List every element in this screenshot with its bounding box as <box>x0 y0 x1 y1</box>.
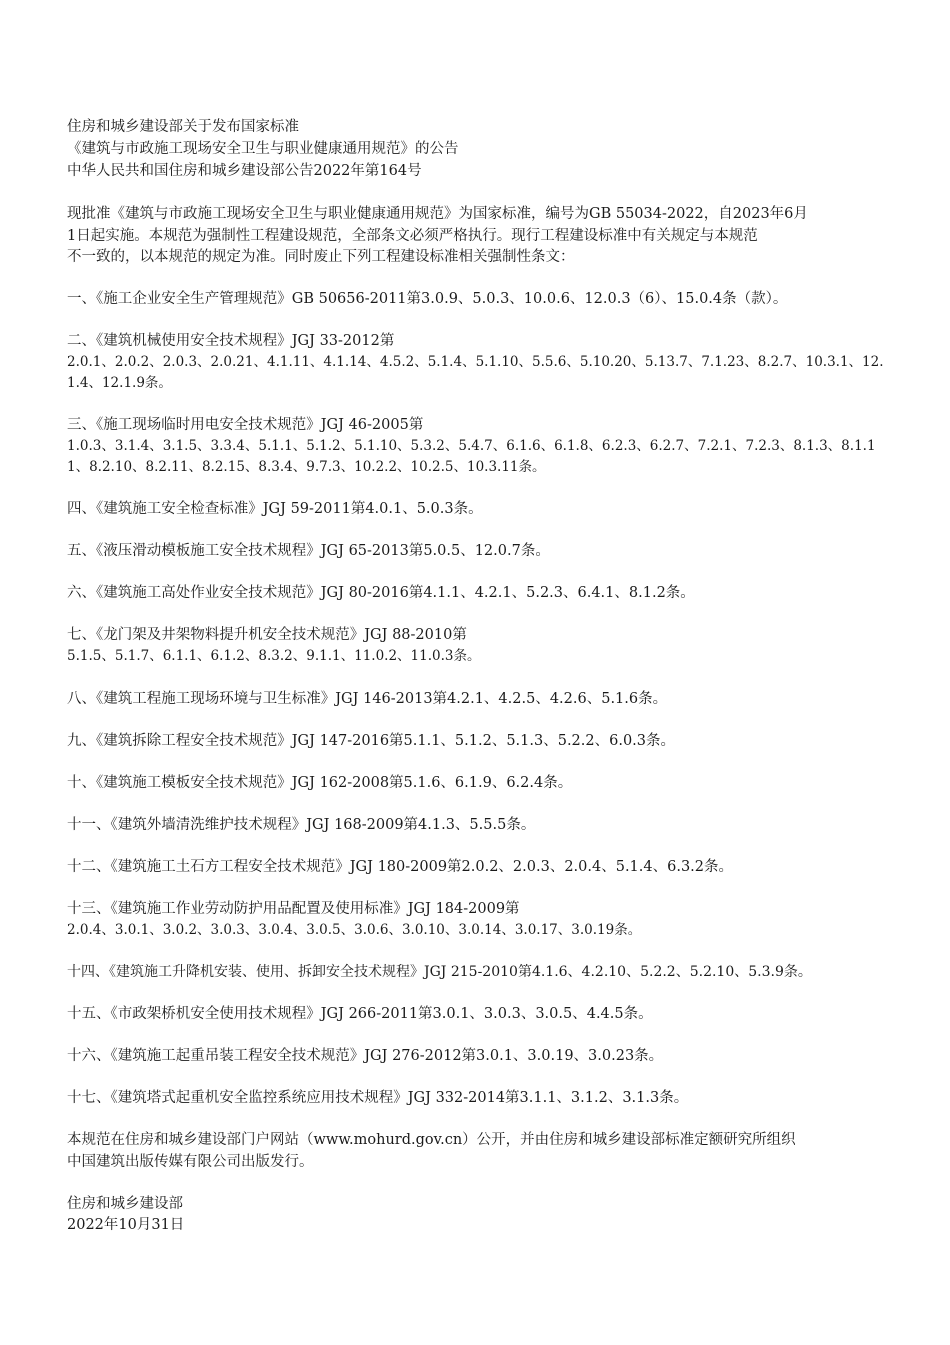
repealed-item-5: 五、《液压滑动模板施工安全技术规程》JGJ 65-2013第5.0.5、12.0.7条。 <box>67 543 550 559</box>
repealed-item-9: 九、《建筑拆除工程安全技术规范》JGJ 147-2016第5.1.1、5.1.2、5.1.3、5.2.2、6.0.3条。 <box>67 733 676 749</box>
repealed-item-4: 四、《建筑施工安全检查标准》JGJ 59-2011第4.0.1、5.0.3条。 <box>67 501 483 517</box>
repealed-item-13-head: 十三、《建筑施工作业劳动防护用品配置及使用标准》JGJ 184-2009第 <box>67 901 520 917</box>
repealed-item-16: 十六、《建筑施工起重吊装工程安全技术规范》JGJ 276-2012第3.0.1、3.0.19、3.0.23条。 <box>67 1048 664 1064</box>
repealed-item-6: 六、《建筑施工高处作业安全技术规范》JGJ 80-2016第4.1.1、4.2.1、5.2.3、6.4.1、8.1.2条。 <box>67 585 695 601</box>
repealed-item-17: 十七、《建筑塔式起重机安全监控系统应用技术规程》JGJ 332-2014第3.1.1、3.1.2、3.1.3条。 <box>67 1090 689 1106</box>
repealed-item-2-clauses-2: 1.4、12.1.9条。 <box>67 375 172 391</box>
repealed-item-8: 八、《建筑工程施工现场环境与卫生标准》JGJ 146-2013第4.2.1、4.2.5、4.2.6、5.1.6条。 <box>67 691 668 707</box>
repealed-item-2-clauses-1: 2.0.1、2.0.2、2.0.3、2.0.21、4.1.11、4.1.14、4.5.2、5.1.4、5.1.10、5.5.6、5.10.20、5.13.7、7.1.23、8.2.7、10.3.1、12. <box>67 354 884 370</box>
signature-date: 2022年10月31日 <box>67 1217 185 1233</box>
intro-line-3: 不一致的，以本规范的规定为准。同时废止下列工程建设标准相关强制性条文： <box>67 249 575 265</box>
announcement-number: 中华人民共和国住房和城乡建设部公告2022年第164号 <box>67 163 422 179</box>
repealed-item-7-head: 七、《龙门架及井架物料提升机安全技术规范》JGJ 88-2010第 <box>67 627 467 643</box>
repealed-item-11: 十一、《建筑外墙清洗维护技术规程》JGJ 168-2009第4.1.3、5.5.5条。 <box>67 817 536 833</box>
repealed-item-1: 一、《施工企业安全生产管理规范》GB 50656-2011第3.0.9、5.0.3、10.0.6、12.0.3（6）、15.0.4条（款）。 <box>67 291 788 307</box>
repealed-item-12: 十二、《建筑施工土石方工程安全技术规范》JGJ 180-2009第2.0.2、2.0.3、2.0.4、5.1.4、6.3.2条。 <box>67 859 734 875</box>
intro-line-1: 现批准《建筑与市政施工现场安全卫生与职业健康通用规范》为国家标准，编号为GB 55034-2022，自2023年6月 <box>67 206 808 222</box>
title-line-1: 住房和城乡建设部关于发布国家标准 <box>67 119 299 135</box>
repealed-item-15: 十五、《市政架桥机安全使用技术规程》JGJ 266-2011第3.0.1、3.0.3、3.0.5、4.4.5条。 <box>67 1006 653 1022</box>
repealed-item-13-clauses: 2.0.4、3.0.1、3.0.2、3.0.3、3.0.4、3.0.5、3.0.6、3.0.10、3.0.14、3.0.17、3.0.19条。 <box>67 922 642 938</box>
repealed-item-2-head: 二、《建筑机械使用安全技术规程》JGJ 33-2012第 <box>67 333 395 349</box>
publish-line-2: 中国建筑出版传媒有限公司出版发行。 <box>67 1154 314 1170</box>
repealed-item-14: 十四、《建筑施工升降机安装、使用、拆卸安全技术规程》JGJ 215-2010第4.1.6、4.2.10、5.2.2、5.2.10、5.3.9条。 <box>67 964 812 980</box>
repealed-item-7-clauses: 5.1.5、5.1.7、6.1.1、6.1.2、8.3.2、9.1.1、11.0.2、11.0.3条。 <box>67 648 481 664</box>
intro-line-2: 1日起实施。本规范为强制性工程建设规范，全部条文必须严格执行。现行工程建设标准中有关规定与本规范 <box>67 228 758 244</box>
repealed-item-3-head: 三、《施工现场临时用电安全技术规范》JGJ 46-2005第 <box>67 417 424 433</box>
repealed-item-3-clauses-1: 1.0.3、3.1.4、3.1.5、3.3.4、5.1.1、5.1.2、5.1.10、5.3.2、5.4.7、6.1.6、6.1.8、6.2.3、6.2.7、7.2.1、7.2.3、8.1.3、8.1.1 <box>67 438 876 454</box>
title-line-2: 《建筑与市政施工现场安全卫生与职业健康通用规范》的公告 <box>67 141 459 157</box>
repealed-item-10: 十、《建筑施工模板安全技术规范》JGJ 162-2008第5.1.6、6.1.9、6.2.4条。 <box>67 775 573 791</box>
repealed-item-3-clauses-2: 1、8.2.10、8.2.11、8.2.15、8.3.4、9.7.3、10.2.2、10.2.5、10.3.11条。 <box>67 459 546 475</box>
signature-org: 住房和城乡建设部 <box>67 1196 183 1212</box>
publish-line-1: 本规范在住房和城乡建设部门户网站（www.mohurd.gov.cn）公开，并由住房和城乡建设部标准定额研究所组织 <box>67 1132 796 1148</box>
